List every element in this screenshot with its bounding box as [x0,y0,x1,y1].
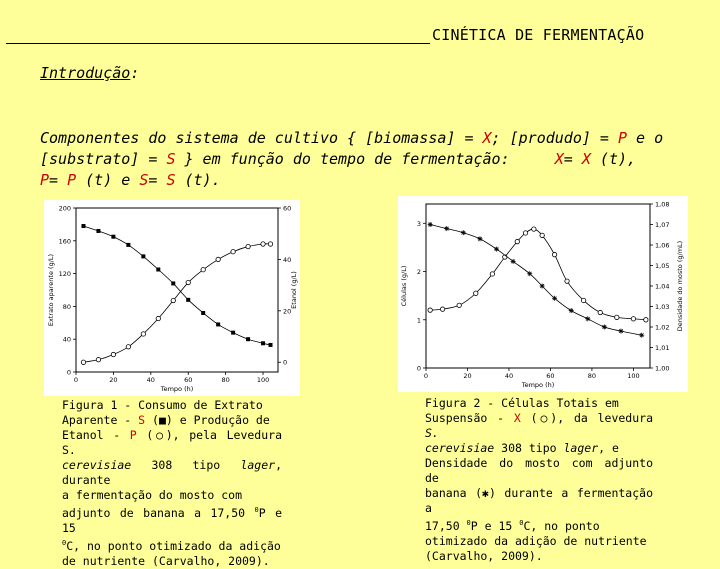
data-point-asterisk [428,222,433,227]
intro-label: Introdução [40,64,131,82]
x-tick-label: 80 [221,376,230,384]
caption-line: (Carvalho, 2009). [425,548,543,563]
y2-axis-label: Etanol (g/L) [290,271,298,309]
components-text: = [563,150,582,168]
data-point-open [457,303,461,307]
caption-line [425,441,653,456]
data-point-open [644,318,648,322]
filled-square-marker-icon: ■ [158,413,166,427]
data-point-filled [269,343,273,347]
data-point-open [111,352,115,356]
figure-2-chart [398,196,688,392]
data-point-asterisk [511,259,516,264]
data-point-open [565,279,569,283]
data-point-open [532,227,536,231]
open-circle-marker-icon: ○ [153,428,166,442]
y2-tick-label: 0 [283,358,288,367]
x-tick-label: 80 [587,372,597,380]
data-point-open [81,360,85,364]
data-point-asterisk [461,230,466,235]
product-symbol: P [617,129,628,147]
data-point-open [540,233,544,237]
data-point-open [428,308,432,312]
caption-line [62,536,282,554]
data-point-asterisk [444,226,449,231]
figure-1-chart [44,200,300,396]
data-point-open [440,307,444,311]
caption-line [425,516,653,534]
components-text: e o [627,129,664,147]
y-axis-label: Células (g/L) [400,265,408,307]
data-point-asterisk [540,284,545,289]
components-text: (t). [175,171,221,189]
y2-tick-label: 1,04 [655,282,670,291]
caption-text: Aparente - [62,413,139,427]
data-point-asterisk [618,329,623,334]
caption-text: P e 15 [62,505,283,535]
caption-text: 17,50 [425,518,467,533]
data-point-asterisk [639,333,644,338]
components-line-3 [40,170,680,191]
caption-superscript: 0 [519,519,524,527]
data-point-open [141,332,145,336]
caption-text: 308 tipo [131,458,241,472]
data-point-filled [81,224,85,228]
product-symbol: P [40,171,50,189]
page-title: CINÉTICA DE FERMENTAÇÃO [432,26,645,44]
components-line-2 [40,149,680,170]
x-tick-label: 20 [463,372,472,380]
figure-1-caption [62,398,282,569]
caption-text: Etanol - [62,428,130,442]
y2-tick-label: 1,00 [655,364,670,373]
data-point-filled [261,341,265,345]
caption-text: ( [520,411,538,425]
caption-text: , durante [62,458,282,487]
data-point-filled [186,298,190,302]
caption-line: otimizado da adição de nutriente [425,533,647,548]
data-point-open [216,257,220,261]
figure-2-caption [425,396,653,564]
components-text: [substrato] = [40,150,167,168]
data-point-open [615,315,619,319]
y-tick-label: 1 [416,316,421,325]
data-point-asterisk [494,247,499,252]
y-tick-label: 200 [58,204,71,213]
substrate-symbol: S [166,150,176,168]
data-point-filled [201,311,205,315]
caption-superscript: 0 [62,538,67,547]
caption-superscript: 0 [254,506,259,514]
series-line [83,244,270,362]
caption-italic: lager [240,458,276,472]
y2-tick-label: 40 [283,255,292,264]
caption-italic: lager [563,441,599,455]
x-tick-label: 60 [546,372,555,380]
data-point-open [523,231,527,235]
data-point-asterisk [569,308,574,313]
components-text: Componentes do sistema de cultivo { [biomassa] = [40,129,483,147]
y-tick-label: 0 [416,364,421,373]
x-tick-label: 40 [504,372,514,380]
data-point-filled [231,331,235,335]
biomass-symbol: X [513,411,521,425]
y2-tick-label: 1,03 [655,303,670,311]
components-paragraph [40,128,680,191]
y2-tick-label: 20 [283,307,292,316]
data-point-open [581,298,585,302]
components-text: } em função do tempo de fermentação: [175,150,555,168]
caption-line: Densidade do mosto com adjunto de [425,456,653,485]
data-point-open [552,252,556,256]
biomass-symbol: X [482,129,492,147]
caption-text: ( [145,413,159,427]
caption-italic: cerevisiae [62,458,132,472]
caption-line [425,411,653,441]
caption-line [62,503,282,536]
intro-colon: : [130,64,140,82]
components-text: ; [produdo] = [491,129,618,147]
caption-italic: cerevisiae [425,441,495,455]
x-tick-label: 20 [109,376,118,384]
caption-text: adjunto de banana a 17,50 [62,505,255,520]
data-point-open [261,242,265,246]
x-tick-label: 100 [256,376,270,384]
caption-line: Figura 1 - Consumo de Extrato [62,398,263,412]
y2-tick-label: 1,01 [655,344,670,352]
open-circle-marker-icon: ○ [537,411,551,425]
data-point-asterisk [477,236,482,241]
series-line [83,226,270,345]
product-symbol: P [67,171,77,189]
y-tick-label: 3 [416,219,421,228]
y-tick-label: 0 [66,368,71,377]
data-point-filled [216,322,220,326]
substrate-symbol: S [139,171,149,189]
data-point-open [490,272,494,276]
data-point-open [186,280,190,284]
data-point-asterisk [527,271,532,276]
data-point-asterisk [552,296,557,301]
y-tick-label: 120 [58,270,71,279]
caption-line [62,458,282,488]
figure-1-svg [44,200,300,396]
biomass-symbol: X [554,150,564,168]
data-point-filled [126,243,130,247]
figure-2-svg [398,196,688,392]
data-point-filled [171,281,175,285]
data-point-asterisk [585,316,590,321]
caption-text: Suspensão - [425,411,514,425]
data-point-filled [246,337,250,341]
product-symbol: P [129,428,137,442]
y2-tick-label: 1,08 [655,200,670,209]
biomass-symbol: X [581,150,591,168]
data-point-open [515,239,519,243]
y-tick-label: 40 [62,335,71,344]
components-text: (t), [590,150,637,168]
data-point-filled [96,229,100,233]
data-point-filled [141,254,145,258]
caption-line [62,413,282,428]
caption-text: ) durante a fermentação a [425,486,653,515]
plot-frame [76,208,278,372]
data-point-open [126,345,130,349]
caption-text: banana ( [425,486,482,500]
caption-text: ) e Produção de [165,413,270,427]
caption-line [425,486,653,516]
data-point-open [201,267,205,271]
y2-tick-label: 1,05 [655,262,670,270]
y-tick-label: 160 [58,237,71,246]
data-point-open [246,244,250,248]
components-text: = [49,171,68,189]
substrate-symbol: S [138,413,146,427]
x-tick-label: 0 [423,372,429,380]
caption-line: Figura 2 - Células Totais em [425,396,619,410]
x-tick-label: 100 [627,372,640,380]
asterisk-marker-icon: ✱ [482,486,489,500]
y-tick-label: 80 [62,302,71,311]
caption-text: C, no ponto otimizado da adição [66,538,281,553]
data-point-filled [156,268,160,272]
intro-heading [40,64,139,82]
data-point-open [598,310,602,314]
caption-text: , e [598,441,619,455]
data-point-asterisk [602,325,607,330]
plot-frame [426,204,650,368]
caption-line: a fermentação do mosto com [62,488,243,502]
components-line-1 [40,128,680,149]
x-tick-label: 60 [184,376,193,384]
caption-italic: S. [425,426,439,440]
x-tick-label: 40 [146,376,155,384]
series-line [430,225,642,336]
y2-axis-label: Densidade do mosto (g/mL) [676,240,684,332]
series-line [430,229,646,320]
caption-text: P e 15 [470,518,520,533]
y2-tick-label: 1,02 [655,323,670,332]
y2-tick-label: 1,06 [655,241,670,250]
y2-tick-label: 1,07 [655,221,670,229]
y2-tick-label: 60 [283,204,292,213]
data-point-open [171,298,175,302]
substrate-symbol: S [166,171,176,189]
y-tick-label: 2 [416,268,421,277]
caption-line [62,428,282,458]
caption-text: ), pela Levedura S. [62,428,282,457]
caption-text: 308 tipo [494,441,564,455]
title-rule [6,43,430,44]
data-point-filled [111,235,115,239]
x-axis-label: Tempo (h) [521,381,555,389]
data-point-open [268,242,272,246]
x-tick-label: 0 [73,376,79,384]
data-point-open [231,249,235,253]
caption-text: C, no ponto [523,518,600,533]
components-text: (t) e [76,171,140,189]
data-point-open [474,291,478,295]
y-axis-label: Extrato aparente (g/L) [47,253,55,327]
caption-superscript: 0 [466,519,471,527]
data-point-open [631,317,635,321]
x-axis-label: Tempo (h) [160,385,194,393]
components-text: = [148,171,167,189]
caption-line: de nutriente (Carvalho, 2009). [62,553,270,568]
data-point-open [96,357,100,361]
caption-text: ( [136,428,154,442]
caption-text: ), da levedura [550,411,653,425]
data-point-open [156,316,160,320]
